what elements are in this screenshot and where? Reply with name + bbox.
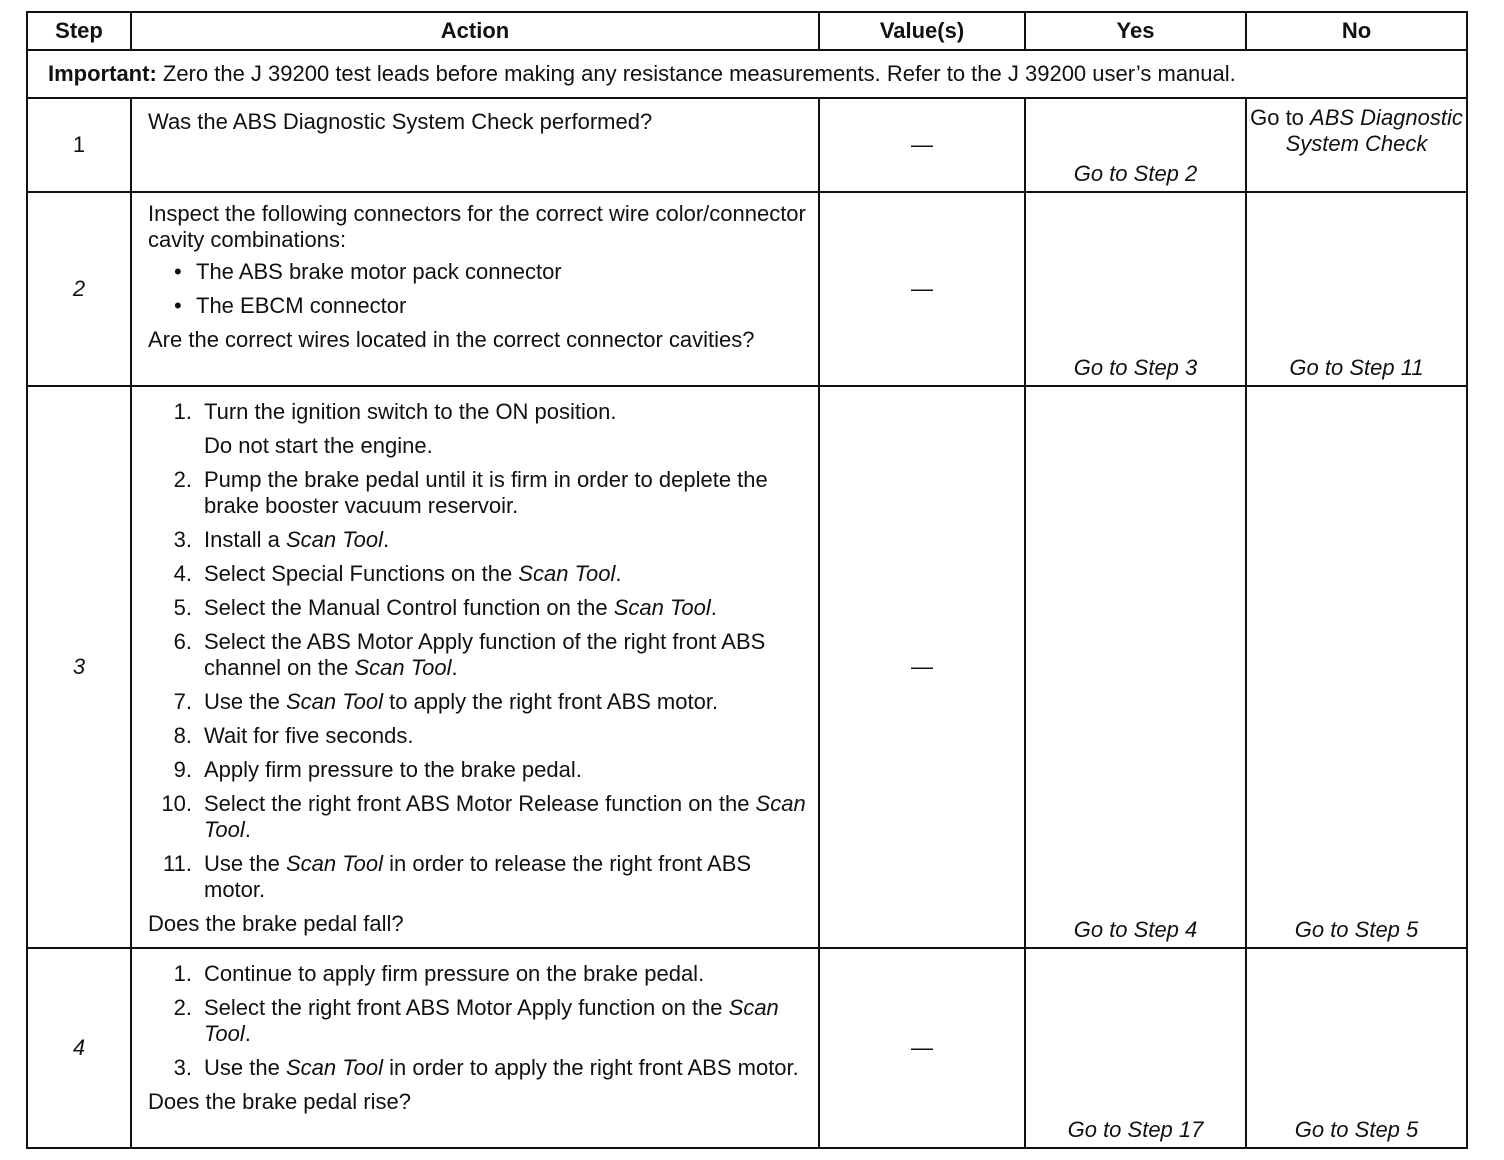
list-item — [148, 995, 808, 1047]
list-item-text: Select Special Functions on the — [204, 561, 519, 586]
list-item-text: Select the right front ABS Motor Release function on the — [204, 791, 756, 816]
yes-cell: Go to Step 2 — [1025, 98, 1246, 192]
step-number-text: 3 — [72, 654, 86, 679]
list-item-number: 3. — [173, 527, 192, 552]
no-cell: Go to Step 5 — [1246, 948, 1467, 1148]
scan-tool-text: Scan Tool — [285, 689, 383, 714]
list-item — [148, 851, 808, 903]
list-item-number: 1. — [173, 961, 192, 986]
list-item — [148, 961, 808, 987]
list-item-text-end: . — [615, 561, 622, 586]
list-item-text: Pump the brake pedal until it is firm in order to deplete the brake booster vacuum reservoir. — [204, 467, 768, 518]
scan-tool-text: Scan Tool — [613, 595, 711, 620]
step-number-text: 4 — [72, 1035, 86, 1060]
action-cell — [131, 948, 819, 1148]
no-link-text: ABS Diagnostic System Check — [1285, 105, 1463, 156]
list-item-text: Continue to apply firm pressure on the brake pedal. — [204, 961, 705, 986]
action-intro: Inspect the following connectors for the correct wire color/connector cavity combinations: — [148, 201, 806, 252]
list-item — [148, 757, 808, 783]
numbered-list — [148, 961, 808, 1081]
list-item-text: Install a — [204, 527, 286, 552]
list-item-number: 8. — [173, 723, 192, 748]
list-item — [170, 293, 808, 319]
scan-tool-text: Scan Tool — [285, 1055, 383, 1080]
important-text: Zero the J 39200 test leads before making any resistance measurements. Refer to the J 39200 user’s manual. — [156, 61, 1236, 86]
important-row — [27, 50, 1467, 98]
list-item — [148, 399, 808, 459]
list-item — [148, 723, 808, 749]
list-item-text: Turn the ignition switch to the ON position. — [204, 399, 617, 424]
action-cell — [131, 98, 819, 192]
list-item — [148, 467, 808, 519]
list-item — [148, 629, 808, 681]
yes-cell: Go to Step 4 — [1025, 386, 1246, 948]
list-item-text-end: . — [451, 655, 458, 680]
list-item-number: 1. — [173, 399, 192, 424]
scan-tool-text: Scan Tool — [204, 791, 806, 842]
list-item-text: Use the — [204, 689, 286, 714]
list-item-number: 2. — [173, 467, 192, 492]
step-number — [27, 192, 131, 386]
list-item-number: 10. — [161, 791, 192, 816]
step-number: 1 — [27, 98, 131, 192]
action-question: Does the brake pedal rise? — [148, 1089, 411, 1114]
value-cell: — — [819, 192, 1025, 386]
list-item-text-end: . — [710, 595, 717, 620]
list-item-text-end: to apply the right front ABS motor. — [382, 689, 719, 714]
list-item-text: Use the — [204, 1055, 286, 1080]
no-cell — [1246, 98, 1467, 192]
list-item-number: 9. — [173, 757, 192, 782]
numbered-list — [148, 399, 808, 903]
no-cell: Go to Step 11 — [1246, 192, 1467, 386]
bullet-icon: • — [174, 293, 182, 318]
list-item-subtext: Do not start the engine. — [204, 433, 433, 458]
scan-tool-text: Scan Tool — [354, 655, 452, 680]
important-label: Important: — [48, 61, 157, 86]
bullet-list — [148, 259, 808, 319]
table-row — [27, 192, 1467, 386]
scan-tool-text: Scan Tool — [518, 561, 616, 586]
list-item-number: 4. — [173, 561, 192, 586]
list-item-text: Select the right front ABS Motor Apply function on the — [204, 995, 729, 1020]
yes-cell: Go to Step 17 — [1025, 948, 1246, 1148]
diagnostic-table — [26, 11, 1468, 1149]
list-item-text: The EBCM connector — [196, 293, 407, 318]
list-item-text: Select the Manual Control function on the — [204, 595, 614, 620]
scan-tool-text: Scan Tool — [204, 995, 779, 1046]
list-item-text-end: in order to release the right front ABS motor. — [204, 851, 752, 902]
table-row — [27, 386, 1467, 948]
list-item — [148, 595, 808, 621]
list-item-text-end: . — [244, 1021, 251, 1046]
no-cell: Go to Step 5 — [1246, 386, 1467, 948]
table-row — [27, 98, 1467, 192]
bullet-icon: • — [174, 259, 182, 284]
header-action: Action — [131, 12, 819, 50]
list-item-number: 7. — [173, 689, 192, 714]
header-yes: Yes — [1025, 12, 1246, 50]
list-item-text-end: in order to apply the right front ABS motor. — [382, 1055, 799, 1080]
step-number — [27, 386, 131, 948]
action-question: Does the brake pedal fall? — [148, 911, 404, 936]
action-cell — [131, 386, 819, 948]
scan-tool-text: Scan Tool — [285, 851, 383, 876]
header-no: No — [1246, 12, 1467, 50]
list-item-number: 3. — [173, 1055, 192, 1080]
list-item-text: The ABS brake motor pack connector — [196, 259, 562, 284]
header-row — [27, 12, 1467, 50]
list-item-text-end: . — [382, 527, 390, 552]
list-item-number: 11. — [163, 851, 192, 876]
action-cell — [131, 192, 819, 386]
scan-tool-text: Scan Tool — [285, 527, 383, 552]
list-item-number: 5. — [173, 595, 192, 620]
list-item — [148, 689, 808, 715]
value-cell: — — [819, 98, 1025, 192]
list-item-text: Use the — [204, 851, 286, 876]
step-number-text: 2 — [72, 276, 86, 301]
list-item-text: Wait for five seconds. — [204, 723, 414, 748]
value-cell: — — [819, 386, 1025, 948]
list-item-number: 2. — [173, 995, 192, 1020]
list-item-number: 6. — [173, 629, 192, 654]
action-question: Was the ABS Diagnostic System Check performed? — [148, 109, 653, 134]
action-question: Are the correct wires located in the correct connector cavities? — [148, 327, 755, 352]
list-item-text: Select the ABS Motor Apply function of the right front ABS channel on the — [204, 629, 766, 680]
step-number — [27, 948, 131, 1148]
header-values: Value(s) — [819, 12, 1025, 50]
list-item — [148, 561, 808, 587]
list-item-text-end: . — [244, 817, 251, 842]
value-cell: — — [819, 948, 1025, 1148]
yes-cell: Go to Step 3 — [1025, 192, 1246, 386]
no-prefix: Go to — [1250, 105, 1311, 130]
list-item — [148, 791, 808, 843]
list-item — [148, 527, 808, 553]
table-row — [27, 948, 1467, 1148]
important-note — [27, 50, 1467, 98]
list-item — [170, 259, 808, 285]
list-item — [148, 1055, 808, 1081]
list-item-text: Apply firm pressure to the brake pedal. — [204, 757, 582, 782]
header-step: Step — [27, 12, 131, 50]
